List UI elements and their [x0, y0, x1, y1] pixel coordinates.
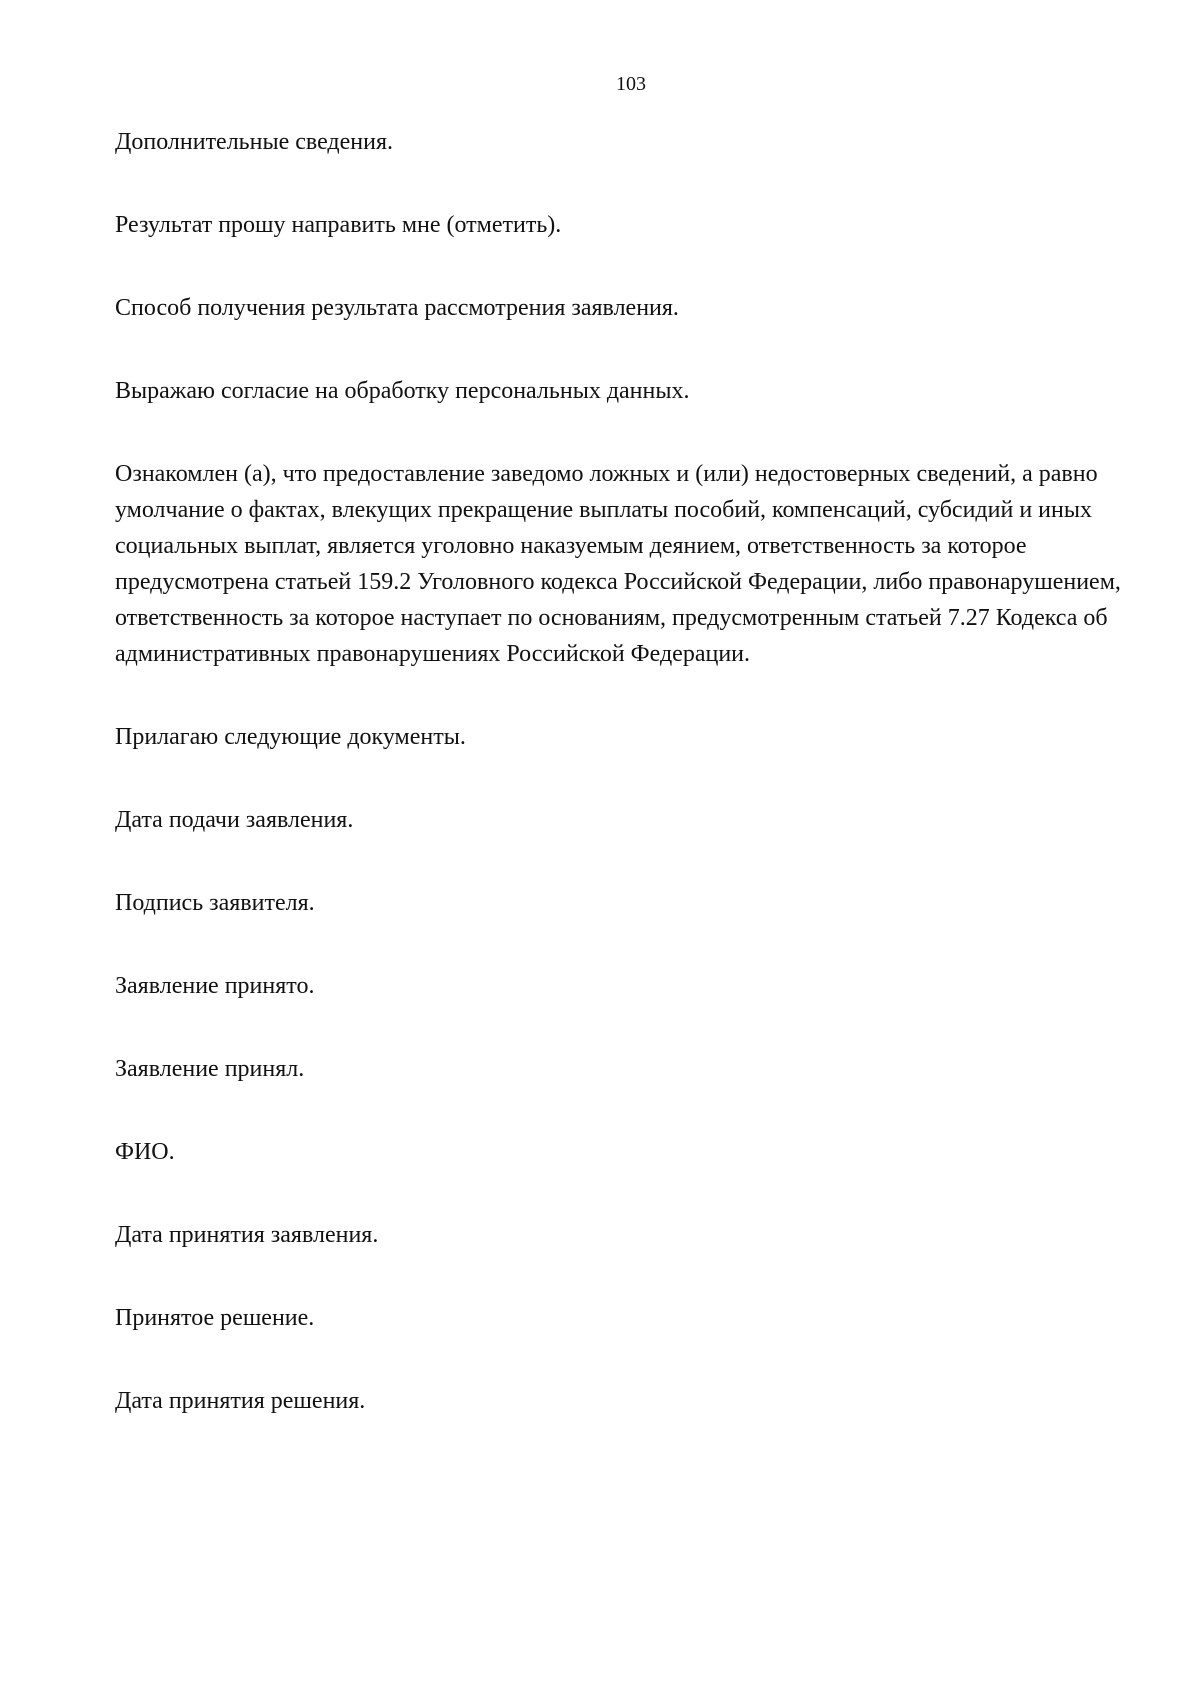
field-application-date: Дата подачи заявления.: [115, 807, 354, 833]
field-decision: Принятое решение.: [115, 1305, 315, 1331]
field-acceptance-date: Дата принятия заявления.: [115, 1222, 379, 1248]
field-send-result: Результат прошу направить мне (отметить).: [115, 212, 562, 238]
field-result-method: Способ получения результата рассмотрения заявления.: [115, 295, 679, 321]
field-full-name: ФИО.: [115, 1139, 175, 1165]
document-body: [115, 124, 1151, 1466]
field-accepted-by: Заявление принял.: [115, 1056, 305, 1082]
field-additional-info: Дополнительные сведения.: [115, 129, 394, 155]
page-number: 103: [616, 73, 646, 95]
liability-notice: Ознакомлен (а), что предоставление заведомо ложных и (или) недостоверных сведений, а равно умолчание о фактах, влекущих прекращение выплаты пособий, компенсаций, субсидий и иных социальных выплат, является уголовно наказуемым деянием, ответственность за которое предусмотрена статьей 159.2 Уголовного кодекса Российской Федерации, либо правонарушением, ответственность за которое наступает по основаниям, предусмотренным статьей 7.27 Кодекса об административных правонарушениях Российской Федерации.: [115, 461, 1121, 667]
field-decision-date: Дата принятия решения.: [115, 1388, 366, 1414]
field-personal-data-consent: Выражаю согласие на обработку персональных данных.: [115, 378, 690, 404]
field-application-accepted: Заявление принято.: [115, 973, 315, 999]
field-attached-documents: Прилагаю следующие документы.: [115, 724, 466, 750]
field-applicant-signature: Подпись заявителя.: [115, 890, 315, 916]
